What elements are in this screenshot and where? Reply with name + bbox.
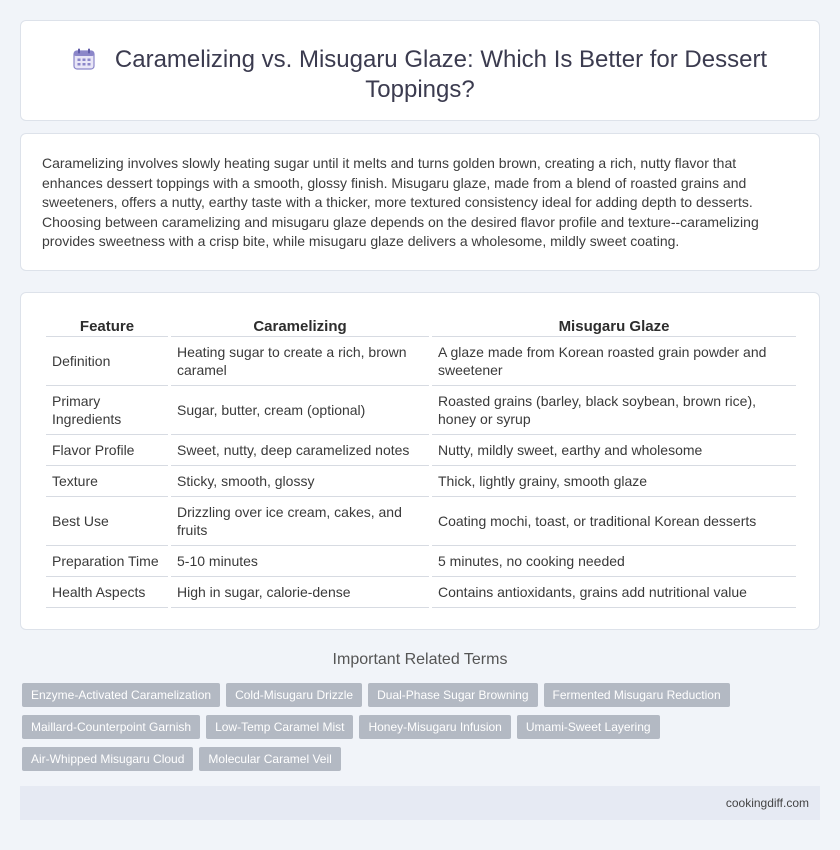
related-term-tag[interactable]: Low-Temp Caramel Mist xyxy=(206,715,353,739)
caramelizing-cell: 5-10 minutes xyxy=(171,546,429,577)
comparison-table xyxy=(43,315,799,608)
related-term-tag[interactable]: Molecular Caramel Veil xyxy=(199,747,340,771)
related-term-tag[interactable]: Enzyme-Activated Caramelization xyxy=(22,683,220,707)
feature-cell: Best Use xyxy=(46,497,168,546)
table-row xyxy=(46,337,796,386)
caramelizing-cell: High in sugar, calorie-dense xyxy=(171,577,429,608)
feature-cell: Primary Ingredients xyxy=(46,386,168,435)
comparison-card xyxy=(20,292,820,630)
caramelizing-cell: Sugar, butter, cream (optional) xyxy=(171,386,429,435)
related-term-tag[interactable]: Fermented Misugaru Reduction xyxy=(544,683,730,707)
header-caramelizing: Caramelizing xyxy=(171,315,429,337)
header-misugaru-glaze: Misugaru Glaze xyxy=(432,315,796,337)
feature-cell: Preparation Time xyxy=(46,546,168,577)
related-term-tag[interactable]: Cold-Misugaru Drizzle xyxy=(226,683,362,707)
misugaru-cell: Thick, lightly grainy, smooth glaze xyxy=(432,466,796,497)
misugaru-cell: Roasted grains (barley, black soybean, brown rice), honey or syrup xyxy=(432,386,796,435)
related-term-tag[interactable]: Umami-Sweet Layering xyxy=(517,715,660,739)
related-term-tag[interactable]: Dual-Phase Sugar Browning xyxy=(368,683,537,707)
page-title-wrap xyxy=(21,45,819,105)
table-row xyxy=(46,546,796,577)
caramelizing-cell: Sticky, smooth, glossy xyxy=(171,466,429,497)
related-terms-list xyxy=(22,683,802,771)
misugaru-cell: Coating mochi, toast, or traditional Korean desserts xyxy=(432,497,796,546)
feature-cell: Health Aspects xyxy=(46,577,168,608)
misugaru-cell: Nutty, mildly sweet, earthy and wholesome xyxy=(432,435,796,466)
related-term-tag[interactable]: Maillard-Counterpoint Garnish xyxy=(22,715,200,739)
caramelizing-cell: Heating sugar to create a rich, brown caramel xyxy=(171,337,429,386)
misugaru-cell: A glaze made from Korean roasted grain powder and sweetener xyxy=(432,337,796,386)
feature-cell: Flavor Profile xyxy=(46,435,168,466)
table-row xyxy=(46,497,796,546)
header-feature: Feature xyxy=(46,315,168,337)
title-card xyxy=(20,20,820,121)
table-row xyxy=(46,435,796,466)
table-row xyxy=(46,577,796,608)
caramelizing-cell: Drizzling over ice cream, cakes, and fruits xyxy=(171,497,429,546)
table-row xyxy=(46,466,796,497)
intro-paragraph: Caramelizing involves slowly heating sugar until it melts and turns golden brown, creating a rich, nutty flavor that enhances dessert toppings with a smooth, glossy finish. Misugaru glaze, made from a blend of roasted grains and sweeteners, offers a nutty, earthy taste with a thicker, more textured consistency ideal for adding depth to desserts. Choosing between caramelizing and misugaru glaze depends on the desired flavor profile and texture--caramelizing provides sweetness with a crisp bite, while misugaru glaze delivers a wholesome, mildly sweet coating. xyxy=(42,155,759,249)
intro-card xyxy=(20,133,820,271)
caramelizing-cell: Sweet, nutty, deep caramelized notes xyxy=(171,435,429,466)
misugaru-cell: Contains antioxidants, grains add nutritional value xyxy=(432,577,796,608)
feature-cell: Definition xyxy=(46,337,168,386)
page-title: Caramelizing vs. Misugaru Glaze: Which Is Better for Dessert Toppings? xyxy=(114,46,768,103)
related-term-tag[interactable]: Air-Whipped Misugaru Cloud xyxy=(22,747,193,771)
related-terms-heading: Important Related Terms xyxy=(332,651,508,668)
footer xyxy=(20,786,820,820)
feature-cell: Texture xyxy=(46,466,168,497)
calendar-icon xyxy=(73,48,95,70)
footer-site-link[interactable]: cookingdiff.com xyxy=(725,796,809,810)
table-header-row xyxy=(46,315,796,337)
table-row xyxy=(46,386,796,435)
related-term-tag[interactable]: Honey-Misugaru Infusion xyxy=(359,715,510,739)
misugaru-cell: 5 minutes, no cooking needed xyxy=(432,546,796,577)
